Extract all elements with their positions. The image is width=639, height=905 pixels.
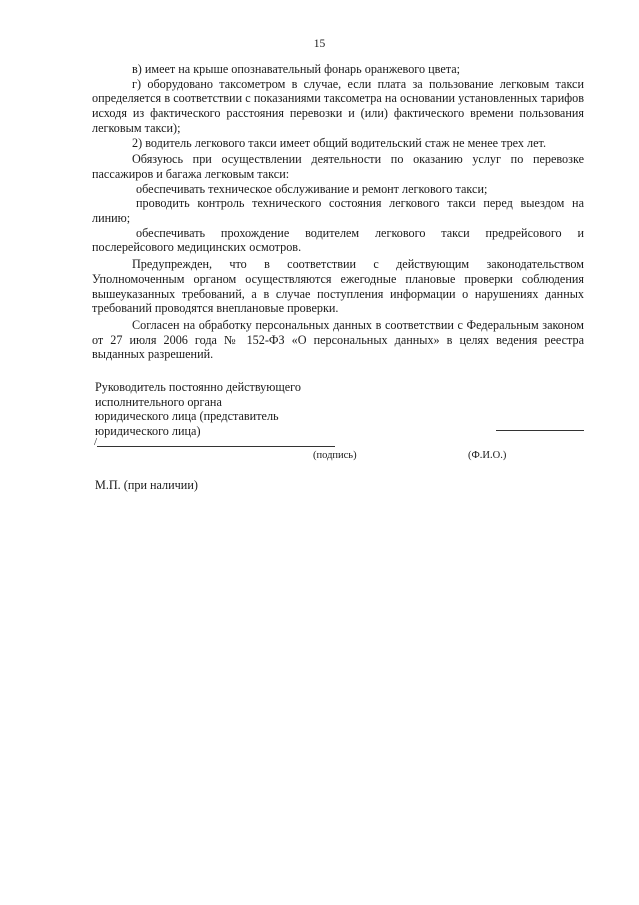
signatory-line: юридического лица) — [95, 423, 201, 438]
stamp-note: М.П. (при наличии) — [95, 478, 198, 492]
signature-slash: / — [94, 436, 98, 448]
name-caption: (Ф.И.О.) — [468, 450, 507, 461]
paragraph-roof-lamp: в) имеет на крыше опознавательный фонарь оранжевого цвета; — [132, 62, 461, 76]
paragraph-warning: Предупрежден, что в соответствии с действующим законодательством Уполномоченным органом осуществляются ежегодные плановые проверки соблюдения вышеуказанных требований, а в случае поступления информации о нарушениях данных требований проводятся внеплановые проверки. — [92, 257, 584, 316]
paragraph-driver-experience: 2) водитель легкового такси имеет общий водительский стаж не менее трех лет. — [132, 135, 547, 150]
signatory-line: исполнительного органа — [95, 394, 222, 409]
signatory-line: Руководитель постоянно действующего — [95, 380, 301, 394]
signature-caption: (подпись) — [313, 450, 357, 461]
page-number: 15 — [313, 38, 326, 50]
signatory-block — [95, 380, 355, 438]
paragraph-medical-checks: обеспечивать прохождение водителем легкового такси предрейсового и послерейсового медицинских осмотров. — [92, 225, 584, 255]
paragraph-technical-control: проводить контроль технического состояния легкового такси перед выездом на линию; — [92, 196, 584, 226]
name-line — [496, 430, 584, 431]
paragraph-taximeter: г) оборудовано таксометром в случае, если плата за пользование легковым такси определяется в соответствии с показаниями таксометра на основании установленных тарифов исходя из фактического расстояния перевозки и (или) фактического времени пользования легковым такси); — [92, 76, 584, 135]
signatory-line: юридического лица (представитель — [95, 409, 279, 424]
paragraph-consent: Согласен на обработку персональных данных в соответствии с Федеральным законом от 27 июля 2006 года № 152-ФЗ «О персональных данных» в целях ведения реестра выданных разрешений. — [92, 317, 584, 362]
document-body — [92, 62, 584, 362]
paragraph-obligation: Обязуюсь при осуществлении деятельности по оказанию услуг по перевозке пассажиров и багажа легковым такси: — [92, 152, 584, 181]
paragraph-maintenance: обеспечивать техническое обслуживание и ремонт легкового такси; — [136, 181, 488, 196]
signature-line — [97, 446, 335, 447]
